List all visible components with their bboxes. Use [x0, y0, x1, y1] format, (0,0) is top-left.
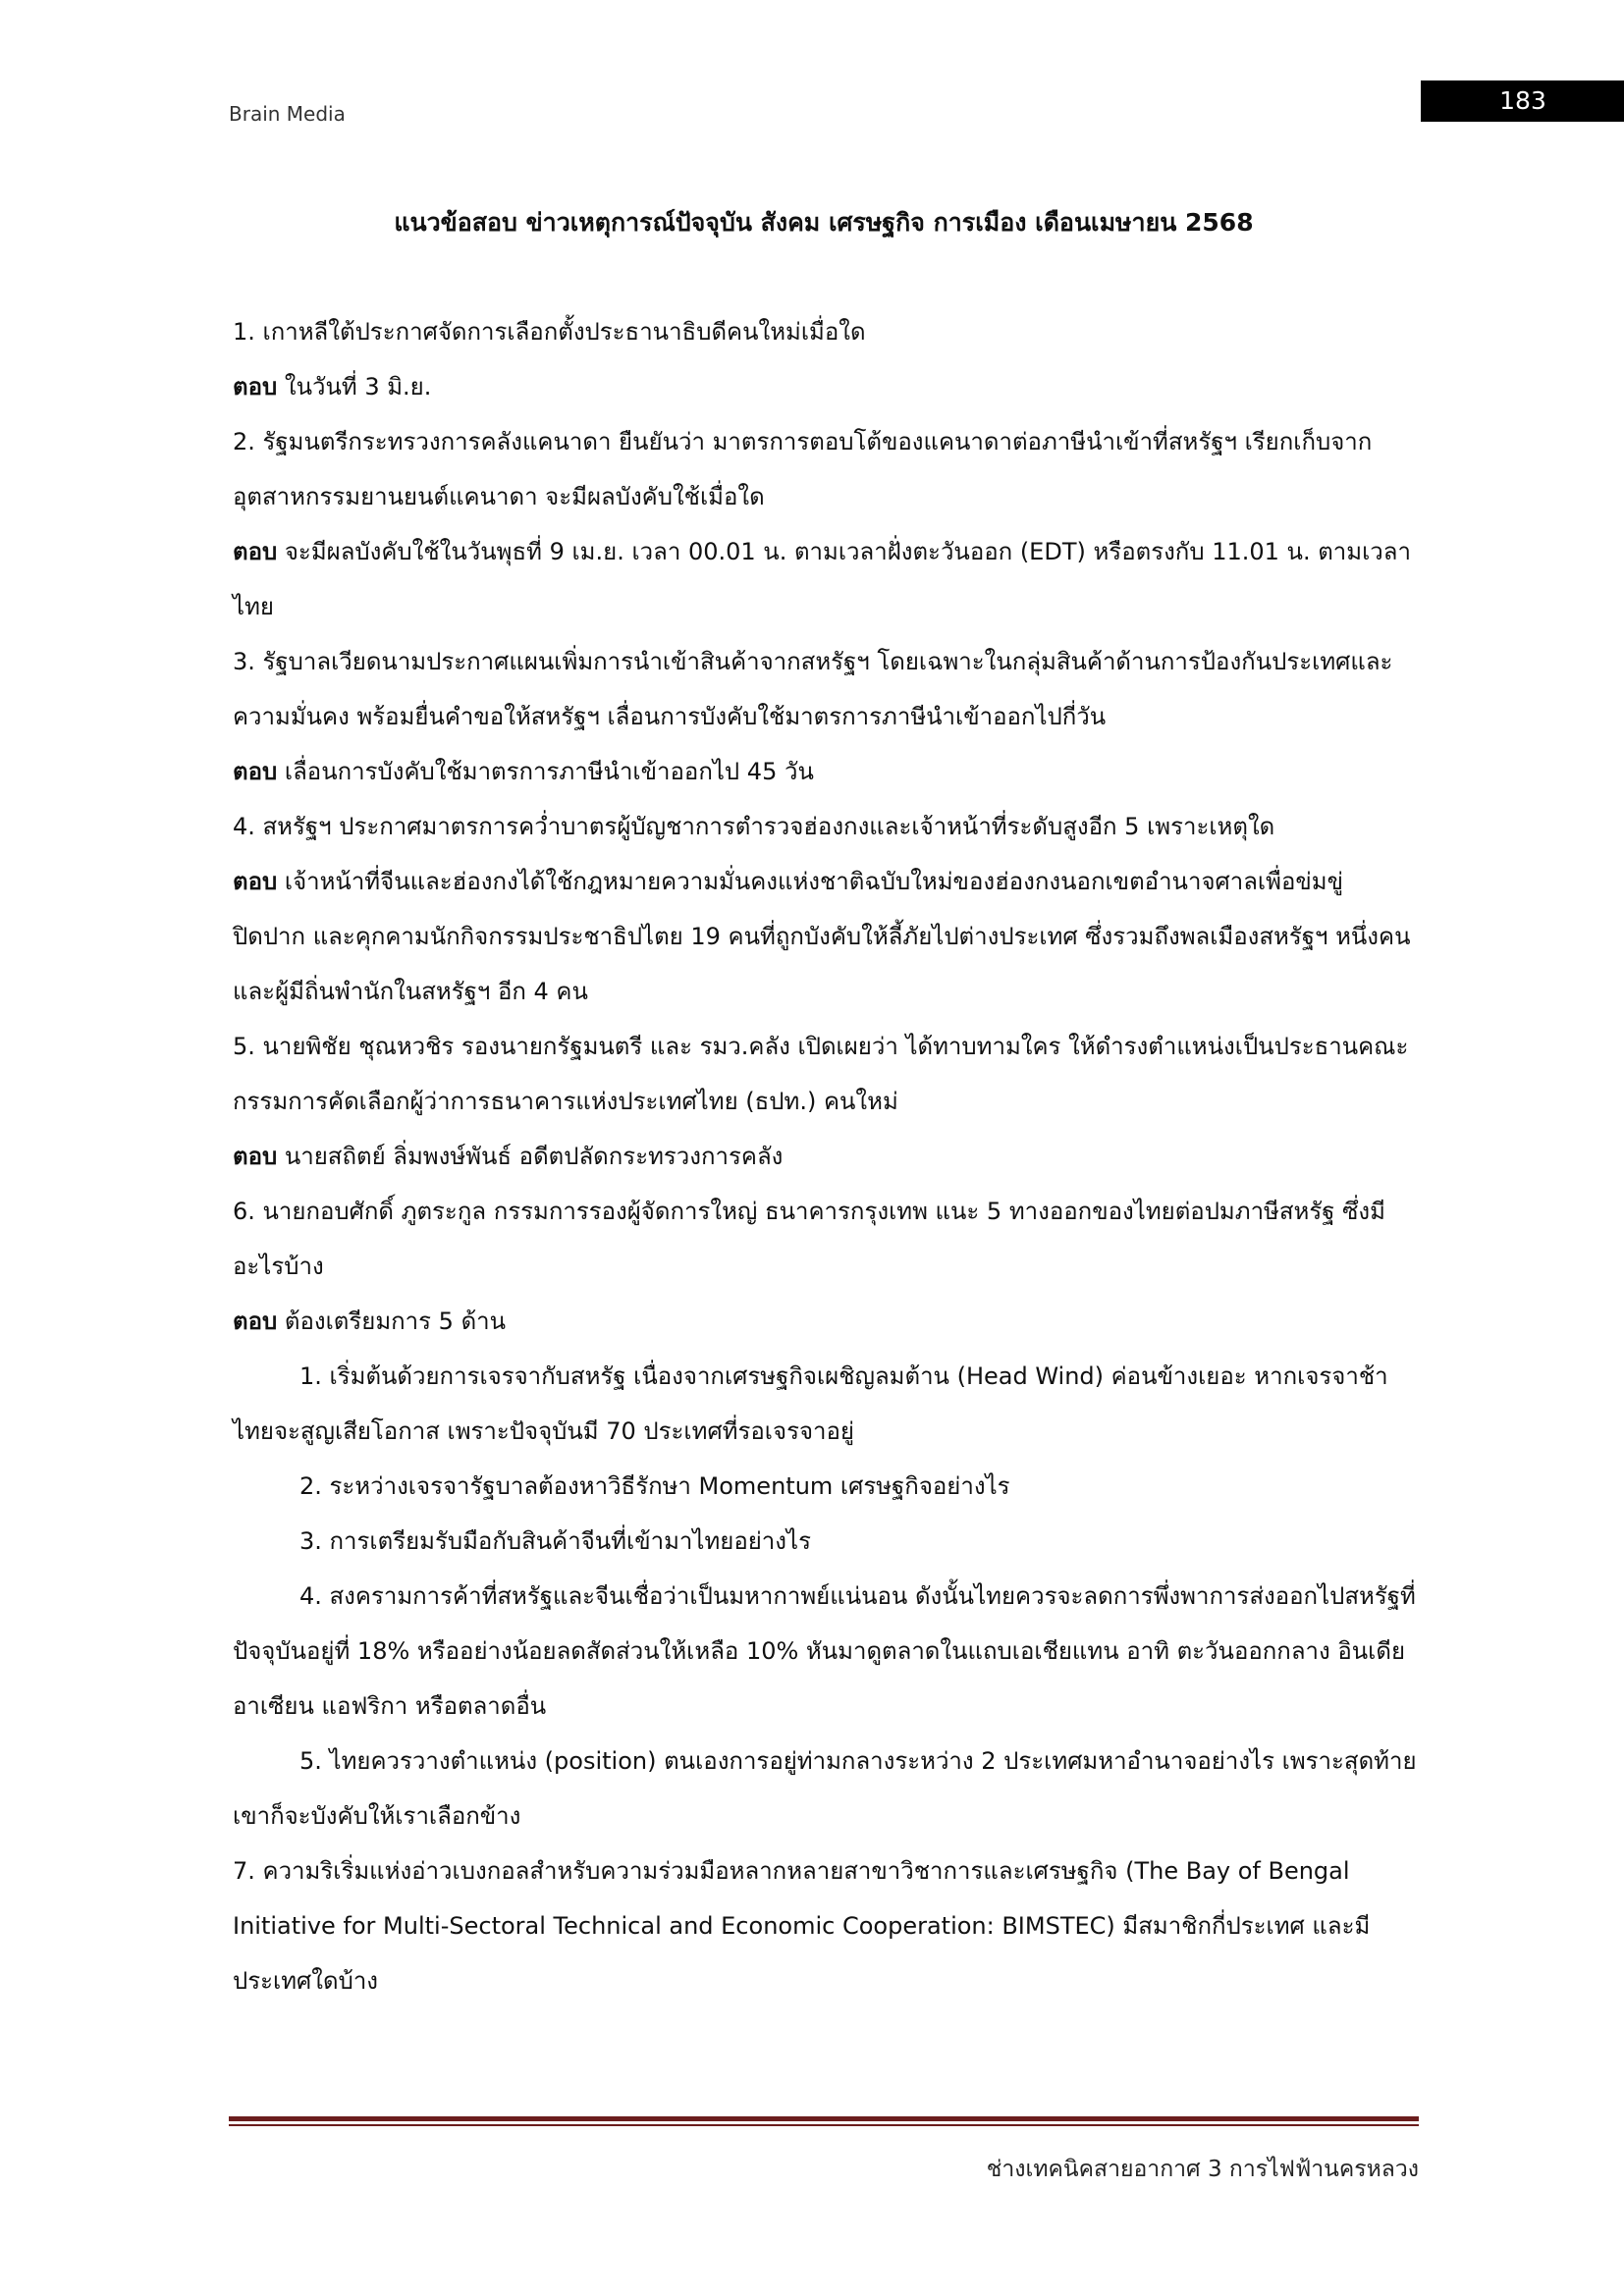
question-3: 3. รัฐบาลเวียดนามประกาศแผนเพิ่มการนำเข้าสินค้าจากสหรัฐฯ โดยเฉพาะในกลุ่มสินค้าด้านการป้องกันประเทศและความมั่นคง พร้อมยื่นคำขอให้สหรัฐฯ เลื่อนการบังคับใช้มาตรการภาษีนำเข้าออกไปกี่วัน	[233, 648, 1393, 730]
page-number-badge: 183	[1421, 80, 1624, 122]
page-title: แนวข้อสอบ ข่าวเหตุการณ์ปัจจุบัน สังคม เศรษฐกิจ การเมือง เดือนเมษายน 2568	[394, 208, 1254, 237]
question-2: 2. รัฐมนตรีกระทรวงการคลังแคนาดา ยืนยันว่า มาตรการตอบโต้ของแคนาดาต่อภาษีนำเข้าที่สหรัฐฯ เรียกเก็บจากอุตสาหกรรมยานยนต์แคนาดา จะมีผลบังคับใช้เมื่อใด	[233, 428, 1373, 510]
answer-6-point-4: 4. สงครามการค้าที่สหรัฐและจีนเชื่อว่าเป็นมหากาพย์แน่นอน ดังนั้นไทยควรจะลดการพึ่งพาการส่งออกไปสหรัฐที่ปัจจุบันอยู่ที่ 18% หรืออย่างน้อยลดสัดส่วนให้เหลือ 10% หันมาดูตลาดในแถบเอเชียแทน อาทิ ตะวันออกกลาง อินเดีย อาเซียน แอฟริกา หรือตลาดอื่น	[233, 1582, 1416, 1720]
question-1: 1. เกาหลีใต้ประกาศจัดการเลือกตั้งประธานาธิบดีคนใหม่เมื่อใด	[233, 318, 866, 346]
answer-text: ในวันที่ 3 มิ.ย.	[277, 373, 432, 400]
footer-text: ช่างเทคนิคสายอากาศ 3 การไฟฟ้านครหลวง	[986, 2157, 1419, 2182]
answer-label: ตอบ	[233, 538, 278, 565]
answer-6	[233, 1294, 1419, 1349]
answer-2	[233, 524, 1419, 634]
answer-4	[233, 854, 1419, 1019]
answer-label: ตอบ	[233, 1308, 278, 1335]
answer-6-point-3: 3. การเตรียมรับมือกับสินค้าจีนที่เข้ามาไทยอย่างไร	[299, 1527, 811, 1555]
answer-6-point-2: 2. ระหว่างเจรจารัฐบาลต้องหาวิธีรักษา Momentum เศรษฐกิจอย่างไร	[299, 1472, 1010, 1500]
answer-label: ตอบ	[233, 1143, 278, 1170]
footer-rule-thin	[229, 2124, 1419, 2126]
answer-6-point-5: 5. ไทยควรวางตำแหน่ง (position) ตนเองการอยู่ท่ามกลางระหว่าง 2 ประเทศมหาอำนาจอย่างไร เพราะสุดท้ายเขาก็จะบังคับให้เราเลือกข้าง	[233, 1747, 1417, 1830]
answer-label: ตอบ	[233, 373, 278, 400]
question-7: 7. ความริเริ่มแห่งอ่าวเบงกอลสำหรับความร่วมมือหลากหลายสาขาวิชาการและเศรษฐกิจ (The Bay of Bengal Initiative for Multi-Sectoral Technical and Economic Cooperation: BIMSTEC) มีสมาชิกกี่ประเทศ และมีประเทศใดบ้าง	[233, 1857, 1371, 1995]
question-5: 5. นายพิชัย ชุณหวชิร รองนายกรัฐมนตรี และ รมว.คลัง เปิดเผยว่า ได้ทาบทามใคร ให้ดำรงตำแหน่งเป็นประธานคณะกรรมการคัดเลือกผู้ว่าการธนาคารแห่งประเทศไทย (ธปท.) คนใหม่	[233, 1033, 1409, 1115]
answer-1	[233, 359, 1419, 414]
footer-rule-thick	[229, 2116, 1419, 2121]
answer-text: เจ้าหน้าที่จีนและฮ่องกงได้ใช้กฎหมายความมั่นคงแห่งชาติฉบับใหม่ของฮ่องกงนอกเขตอำนาจศาลเพื่อข่มขู่ ปิดปาก และคุกคามนักกิจกรรมประชาธิปไตย 19 คนที่ถูกบังคับให้ลี้ภัยไปต่างประเทศ ซึ่งรวมถึงพลเมืองสหรัฐฯ หนึ่งคนและผู้มีถิ่นพำนักในสหรัฐฯ อีก 4 คน	[233, 868, 1411, 1005]
answer-text: ต้องเตรียมการ 5 ด้าน	[277, 1308, 507, 1335]
answer-6-point-1: 1. เริ่มต้นด้วยการเจรจากับสหรัฐ เนื่องจากเศรษฐกิจเผชิญลมต้าน (Head Wind) ค่อนข้างเยอะ หากเจรจาช้า ไทยจะสูญเสียโอกาส เพราะปัจจุบันมี 70 ประเทศที่รอเจรจาอยู่	[233, 1362, 1388, 1445]
answer-3	[233, 744, 1419, 799]
answer-text: จะมีผลบังคับใช้ในวันพุธที่ 9 เม.ย. เวลา 00.01 น. ตามเวลาฝั่งตะวันออก (EDT) หรือตรงกับ 11.01 น. ตามเวลาไทย	[233, 538, 1411, 620]
question-4: 4. สหรัฐฯ ประกาศมาตรการคว่ำบาตรผู้บัญชาการตำรวจฮ่องกงและเจ้าหน้าที่ระดับสูงอีก 5 เพราะเหตุใด	[233, 813, 1275, 840]
answer-5	[233, 1129, 1419, 1184]
answer-text: เลื่อนการบังคับใช้มาตรการภาษีนำเข้าออกไป 45 วัน	[277, 758, 814, 785]
answer-label: ตอบ	[233, 758, 278, 785]
document-body	[233, 304, 1419, 2008]
answer-label: ตอบ	[233, 868, 278, 895]
brand-name: Brain Media	[229, 102, 346, 126]
question-6: 6. นายกอบศักดิ์ ภูตระกูล กรรมการรองผู้จัดการใหญ่ ธนาคารกรุงเทพ แนะ 5 ทางออกของไทยต่อปมภาษีสหรัฐ ซึ่งมีอะไรบ้าง	[233, 1198, 1385, 1280]
answer-text: นายสถิตย์ ลิ่มพงษ์พันธ์ อดีตปลัดกระทรวงการคลัง	[277, 1143, 784, 1170]
